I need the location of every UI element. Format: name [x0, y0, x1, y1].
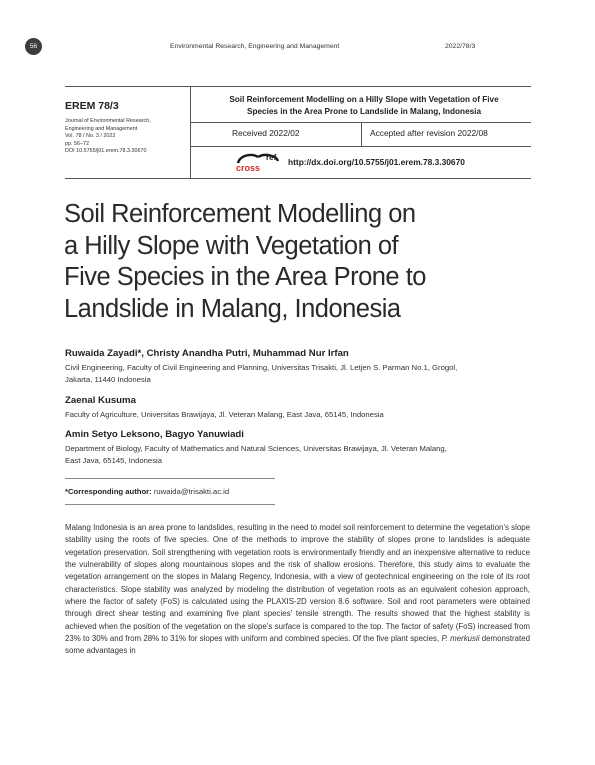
volume-info: Vol. 78 / No. 3 / 2022 [65, 133, 116, 139]
corresponding-label: *Corresponding author: [65, 487, 152, 496]
box-divider-vertical [190, 86, 191, 178]
author-group-2: Zaenal Kusuma [65, 395, 136, 406]
accepted-date: Accepted after revision 2022/08 [370, 128, 488, 138]
crossref-logo-top: ref [266, 153, 277, 162]
author-group-1: Ruwaida Zayadi*, Christy Anandha Putri, Muhammad Nur Irfan [65, 348, 349, 359]
title-line: Soil Reinforcement Modelling on [64, 200, 416, 228]
journal-name-line1: Journal of Environmental Research, [65, 118, 151, 124]
corresponding-email[interactable]: ruwaida@trisakti.ac.id [153, 487, 230, 496]
abstract [65, 522, 530, 658]
affiliation-3 [65, 443, 530, 467]
corresponding-author [65, 487, 229, 496]
affiliation-2 [65, 409, 530, 421]
box-article-title [196, 94, 532, 118]
doi-link[interactable]: http://dx.doi.org/10.5755/j01.erem.78.3.30670 [288, 157, 465, 167]
title-line: a Hilly Slope with Vegetation of [64, 231, 399, 260]
page-number: 56 [25, 38, 42, 55]
box-bottom-rule [65, 178, 531, 179]
box-title-line1: Soil Reinforcement Modelling on a Hilly Slope with Vegetation of Five [229, 95, 499, 104]
title-line: Five Species in the Area Prone to [64, 263, 426, 291]
affiliation-line: Department of Biology, Faculty of Mathematics and Natural Sciences, Universitas Brawijaya, Jl. Veteran Malang, [65, 444, 447, 453]
journal-running-head: Environmental Research, Engineering and Management [170, 43, 340, 50]
corresponding-bottom-rule [65, 504, 275, 505]
corresponding-top-rule [65, 478, 275, 479]
box-dates-divider [361, 122, 362, 146]
pages-info: pp. 56–72 [65, 140, 89, 147]
abstract-text: Malang Indonesia is an area prone to landslides, resulting in the need to model soil reinforcement to determine the vegetation’s slope stability using the roots of five species. One of the methods to improve the stability of slopes prone to landslides is adequate vegetation preservation. Soil strengthening with vegetation roots is environmentally friendly and an inexpensive alternative to reduce the vulnerability of slopes along mountainous slopes and the risk of shallow erosions. Therefore, this study aims to evaluate the vegetation arrangement on the slopes in Malang Regency, Indonesia, with a view of geotechnical engineering on the role of its root characteristics. Slope stability was analyzed by modeling the distribution of vegetation roots as an equivalent cohesion approach, where the factor of safety (FoS) is calculated using the PLAXIS-2D version 8.6 software. Soil and root parameters were obtained through direct shear testing and examining five plant species’ tensile strength. The results showed that the highest stability is achieved when the position of the vegetation on the slope’s surface is compared to the top. The factor of safety (FoS) increased from 23% to 30% and from 28% to 31% for slopes with uniform and combined species. Of the five plant species, [65, 523, 530, 644]
box-dates-rule [190, 146, 531, 147]
crossref-logo-bottom: cross [236, 163, 261, 173]
title-line: Landslide in Malang, Indonesia [64, 294, 401, 323]
box-top-rule [65, 86, 531, 87]
crossref-logo-icon [232, 151, 286, 173]
abstract-text-tail: demonstrated some advantages in [65, 634, 530, 656]
article-title [64, 199, 514, 325]
author-group-3: Amin Setyo Leksono, Bagyo Yanuwiadi [65, 429, 244, 440]
affiliation-1 [65, 362, 530, 386]
box-title-line2: Species in the Area Prone to Landslide in Malang, Indonesia [247, 107, 481, 116]
abstract-species-italic: P. merkusii [441, 634, 480, 644]
received-date: Received 2022/02 [232, 128, 300, 138]
doi-short: DOI 10.5755/j01.erem.78.3.30670 [65, 148, 147, 154]
affiliation-line: East Java, 65145, Indonesia [65, 456, 163, 465]
issue-running-head: 2022/78/3 [445, 43, 476, 50]
journal-code: EREM 78/3 [65, 100, 119, 112]
affiliation-line: Faculty of Agriculture, Universitas Brawijaya, Jl. Veteran Malang, East Java, 65145, Indonesia [65, 410, 384, 419]
affiliation-line: Civil Engineering, Faculty of Civil Engineering and Planning, Universitas Trisakti, Jl. Letjen S. Parman No.1, Grogol, [65, 363, 458, 372]
journal-name-line2: Engineering and Management [65, 125, 138, 132]
affiliation-line: Jakarta, 11440 Indonesia [65, 375, 151, 384]
